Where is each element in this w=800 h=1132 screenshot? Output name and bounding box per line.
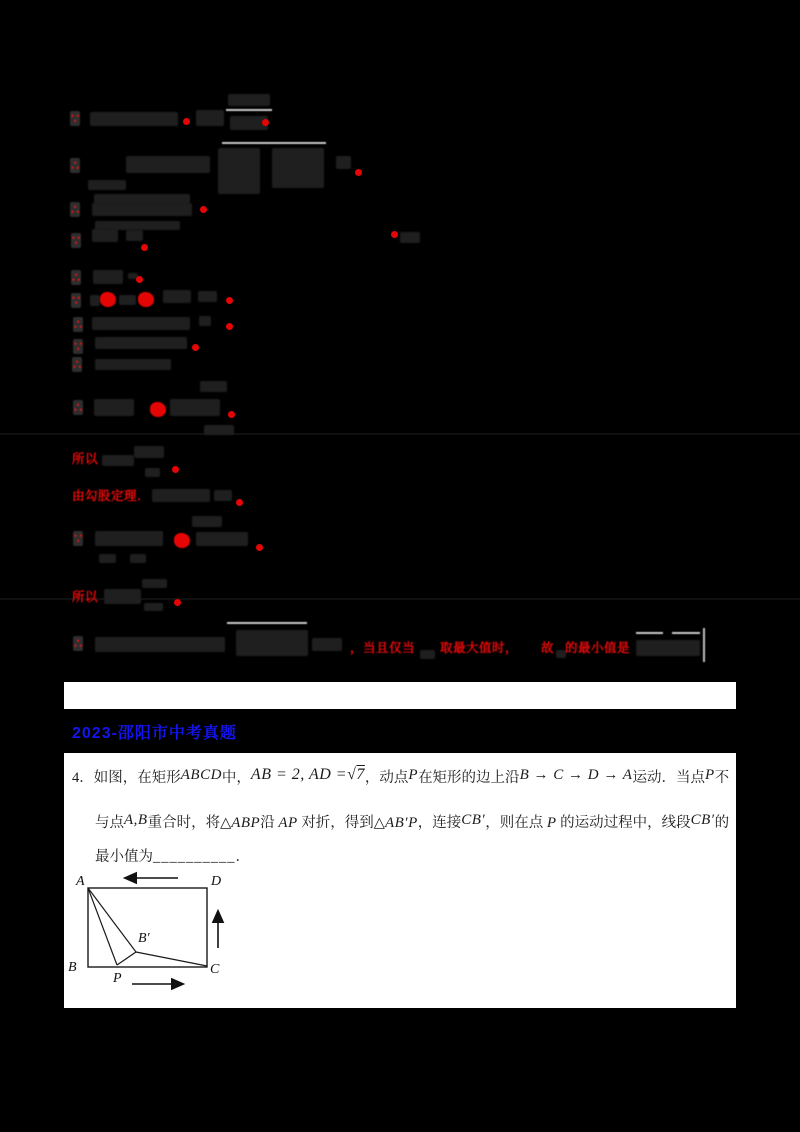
faded-text-smudge — [93, 270, 123, 284]
text-segment: P — [408, 767, 419, 783]
text-segment: 4．如图，在矩形 — [72, 770, 181, 786]
red-highlight-blob — [138, 292, 154, 307]
section-heading: 2023-邵阳市中考真题 — [72, 725, 237, 742]
faded-text-smudge — [312, 638, 342, 651]
faded-text-smudge — [170, 399, 220, 416]
text-segment: AB′P — [384, 815, 418, 831]
red-period-mark — [226, 297, 233, 304]
label-c: C — [210, 962, 220, 977]
fraction-bar — [672, 632, 700, 634]
text-segment: 运动．当点 — [632, 770, 705, 786]
faded-text-smudge — [163, 290, 191, 303]
faded-text-smudge — [200, 381, 227, 392]
text-segment: 中， — [221, 770, 251, 786]
red-period-mark — [172, 466, 179, 473]
red-period-mark — [174, 599, 181, 606]
red-therefore-mark: ∵ — [72, 293, 81, 308]
faded-text-smudge — [90, 295, 100, 306]
red-therefore-mark: ∴ — [73, 357, 82, 372]
faded-text-smudge — [134, 446, 164, 458]
faded-text-smudge — [92, 317, 190, 330]
segment-ab-prime — [88, 888, 136, 952]
text-segment: B → C → D → A — [519, 767, 633, 783]
text-segment: ABCD — [180, 767, 222, 783]
faded-text-smudge — [145, 468, 160, 477]
page-bottom-margin — [0, 1008, 800, 1132]
red-period-mark — [141, 244, 148, 251]
problem-text — [64, 766, 736, 866]
faded-text-smudge — [95, 637, 225, 652]
text-segment: 最小值为 — [95, 849, 153, 865]
red-period-mark — [136, 276, 143, 283]
text-segment: 沿 — [260, 815, 279, 831]
fraction-bar — [227, 622, 307, 624]
text-segment: 的运动过程中，线段 — [556, 815, 691, 831]
label-b: B — [68, 960, 77, 975]
text-segment: 重合时，将△ — [147, 815, 232, 831]
faded-text-smudge — [142, 579, 167, 588]
faded-text-smudge — [196, 110, 224, 126]
faded-text-smudge — [272, 148, 324, 188]
faded-text-smudge — [95, 359, 171, 370]
red-annotation: 由勾股定理． — [72, 489, 151, 503]
red-therefore-mark: ∵ — [74, 531, 83, 546]
section-heading-band — [0, 709, 800, 753]
red-therefore-mark: ∵ — [74, 339, 83, 354]
text-segment: 的 — [714, 815, 730, 831]
faded-text-smudge — [88, 180, 126, 190]
text-segment: CB′ — [690, 812, 715, 828]
red-therefore-mark: ∴ — [74, 636, 83, 651]
faded-text-smudge — [144, 603, 163, 611]
red-therefore-mark: ∴ — [74, 400, 83, 415]
red-period-mark — [355, 169, 362, 176]
faded-text-smudge — [126, 230, 143, 241]
faded-text-smudge — [92, 203, 192, 216]
red-therefore-mark: ∴ — [74, 317, 83, 332]
answer-blank: __________ — [153, 849, 236, 865]
faded-text-smudge — [420, 650, 435, 659]
faded-text-smudge — [119, 295, 136, 305]
faded-text-smudge — [95, 337, 187, 349]
red-period-mark — [391, 231, 398, 238]
red-annotation: 故 — [541, 641, 555, 655]
faded-text-smudge — [636, 640, 700, 656]
red-annotation: 取最大值时， — [440, 641, 519, 655]
faded-text-smudge — [95, 531, 163, 546]
red-annotation: 所以 — [72, 590, 99, 604]
red-period-mark — [262, 119, 269, 126]
faded-text-smudge — [90, 112, 178, 126]
faded-text-smudge — [130, 554, 146, 563]
text-segment: P — [546, 815, 557, 831]
problem-line — [95, 845, 736, 866]
label-p: P — [113, 971, 122, 986]
red-period-mark — [183, 118, 190, 125]
segment-ap — [88, 888, 117, 965]
faded-text-smudge — [218, 148, 260, 194]
label-b-prime: B′ — [138, 931, 150, 946]
rectangle-abcd — [88, 888, 207, 967]
segment-pb-prime — [117, 952, 136, 965]
text-segment: A,B — [124, 812, 148, 828]
faded-text-smudge — [336, 156, 351, 169]
section-gap — [64, 682, 736, 709]
red-period-mark — [236, 499, 243, 506]
geometry-figure — [64, 866, 240, 1002]
problem-line — [72, 766, 736, 787]
faded-text-smudge — [99, 554, 116, 563]
text-segment: ． — [235, 849, 250, 865]
red-therefore-mark: ∴ — [71, 202, 80, 217]
problem-area — [64, 753, 736, 1008]
label-d: D — [211, 874, 222, 889]
faded-text-smudge — [204, 425, 234, 435]
faded-text-smudge — [228, 94, 270, 106]
red-highlight-blob — [100, 292, 116, 307]
faded-text-smudge — [198, 291, 217, 302]
faded-text-smudge — [199, 316, 211, 326]
red-therefore-mark: ∴ — [72, 270, 81, 285]
fraction-bar — [222, 142, 326, 144]
text-segment: ，动点 — [364, 770, 409, 786]
faded-text-smudge — [214, 490, 232, 501]
text-segment: 在矩形的边上沿 — [418, 770, 520, 786]
red-period-mark — [226, 323, 233, 330]
red-highlight-blob — [174, 533, 190, 548]
red-period-mark — [256, 544, 263, 551]
text-segment: ，连接 — [417, 815, 462, 831]
text-segment: ，则在点 — [485, 815, 547, 831]
red-annotation: 所以 — [72, 452, 99, 466]
text-segment: 不 — [714, 770, 730, 786]
faded-text-smudge — [94, 399, 134, 416]
faded-text-smudge — [192, 516, 222, 527]
text-segment: P — [704, 767, 715, 783]
text-segment: ABP — [231, 815, 261, 831]
scan-streak — [0, 433, 800, 435]
text-segment: AP — [278, 815, 298, 831]
fraction-bar — [226, 109, 272, 111]
red-annotation: ，当且仅当 — [350, 641, 416, 655]
red-period-mark — [200, 206, 207, 213]
problem-line — [95, 811, 736, 832]
faded-text-smudge — [92, 229, 118, 242]
label-a: A — [76, 874, 85, 889]
segment-b-prime-c — [136, 952, 207, 966]
red-highlight-blob — [150, 402, 166, 417]
text-segment: CB′ — [461, 812, 486, 828]
faded-text-smudge — [236, 630, 308, 656]
faded-text-smudge — [104, 589, 141, 604]
red-period-mark — [192, 344, 199, 351]
text-segment: 与点 — [95, 815, 124, 831]
red-annotation: 的最小值是 — [565, 641, 631, 655]
faded-text-smudge — [196, 532, 248, 546]
faded-text-smudge — [400, 232, 420, 243]
red-therefore-mark: ∵ — [71, 111, 80, 126]
red-therefore-mark: ∴ — [71, 158, 80, 173]
bracket-bar — [703, 628, 705, 662]
red-therefore-mark: ∵ — [72, 233, 81, 248]
text-segment: AB = 2, AD = — [250, 766, 348, 783]
red-period-mark — [228, 411, 235, 418]
faded-text-smudge — [152, 489, 210, 502]
text-segment: 对折，得到△ — [297, 815, 385, 831]
faded-text-smudge — [126, 156, 210, 173]
faded-text-smudge — [102, 455, 134, 466]
text-segment: √7 — [347, 766, 365, 783]
fraction-bar — [636, 632, 663, 634]
